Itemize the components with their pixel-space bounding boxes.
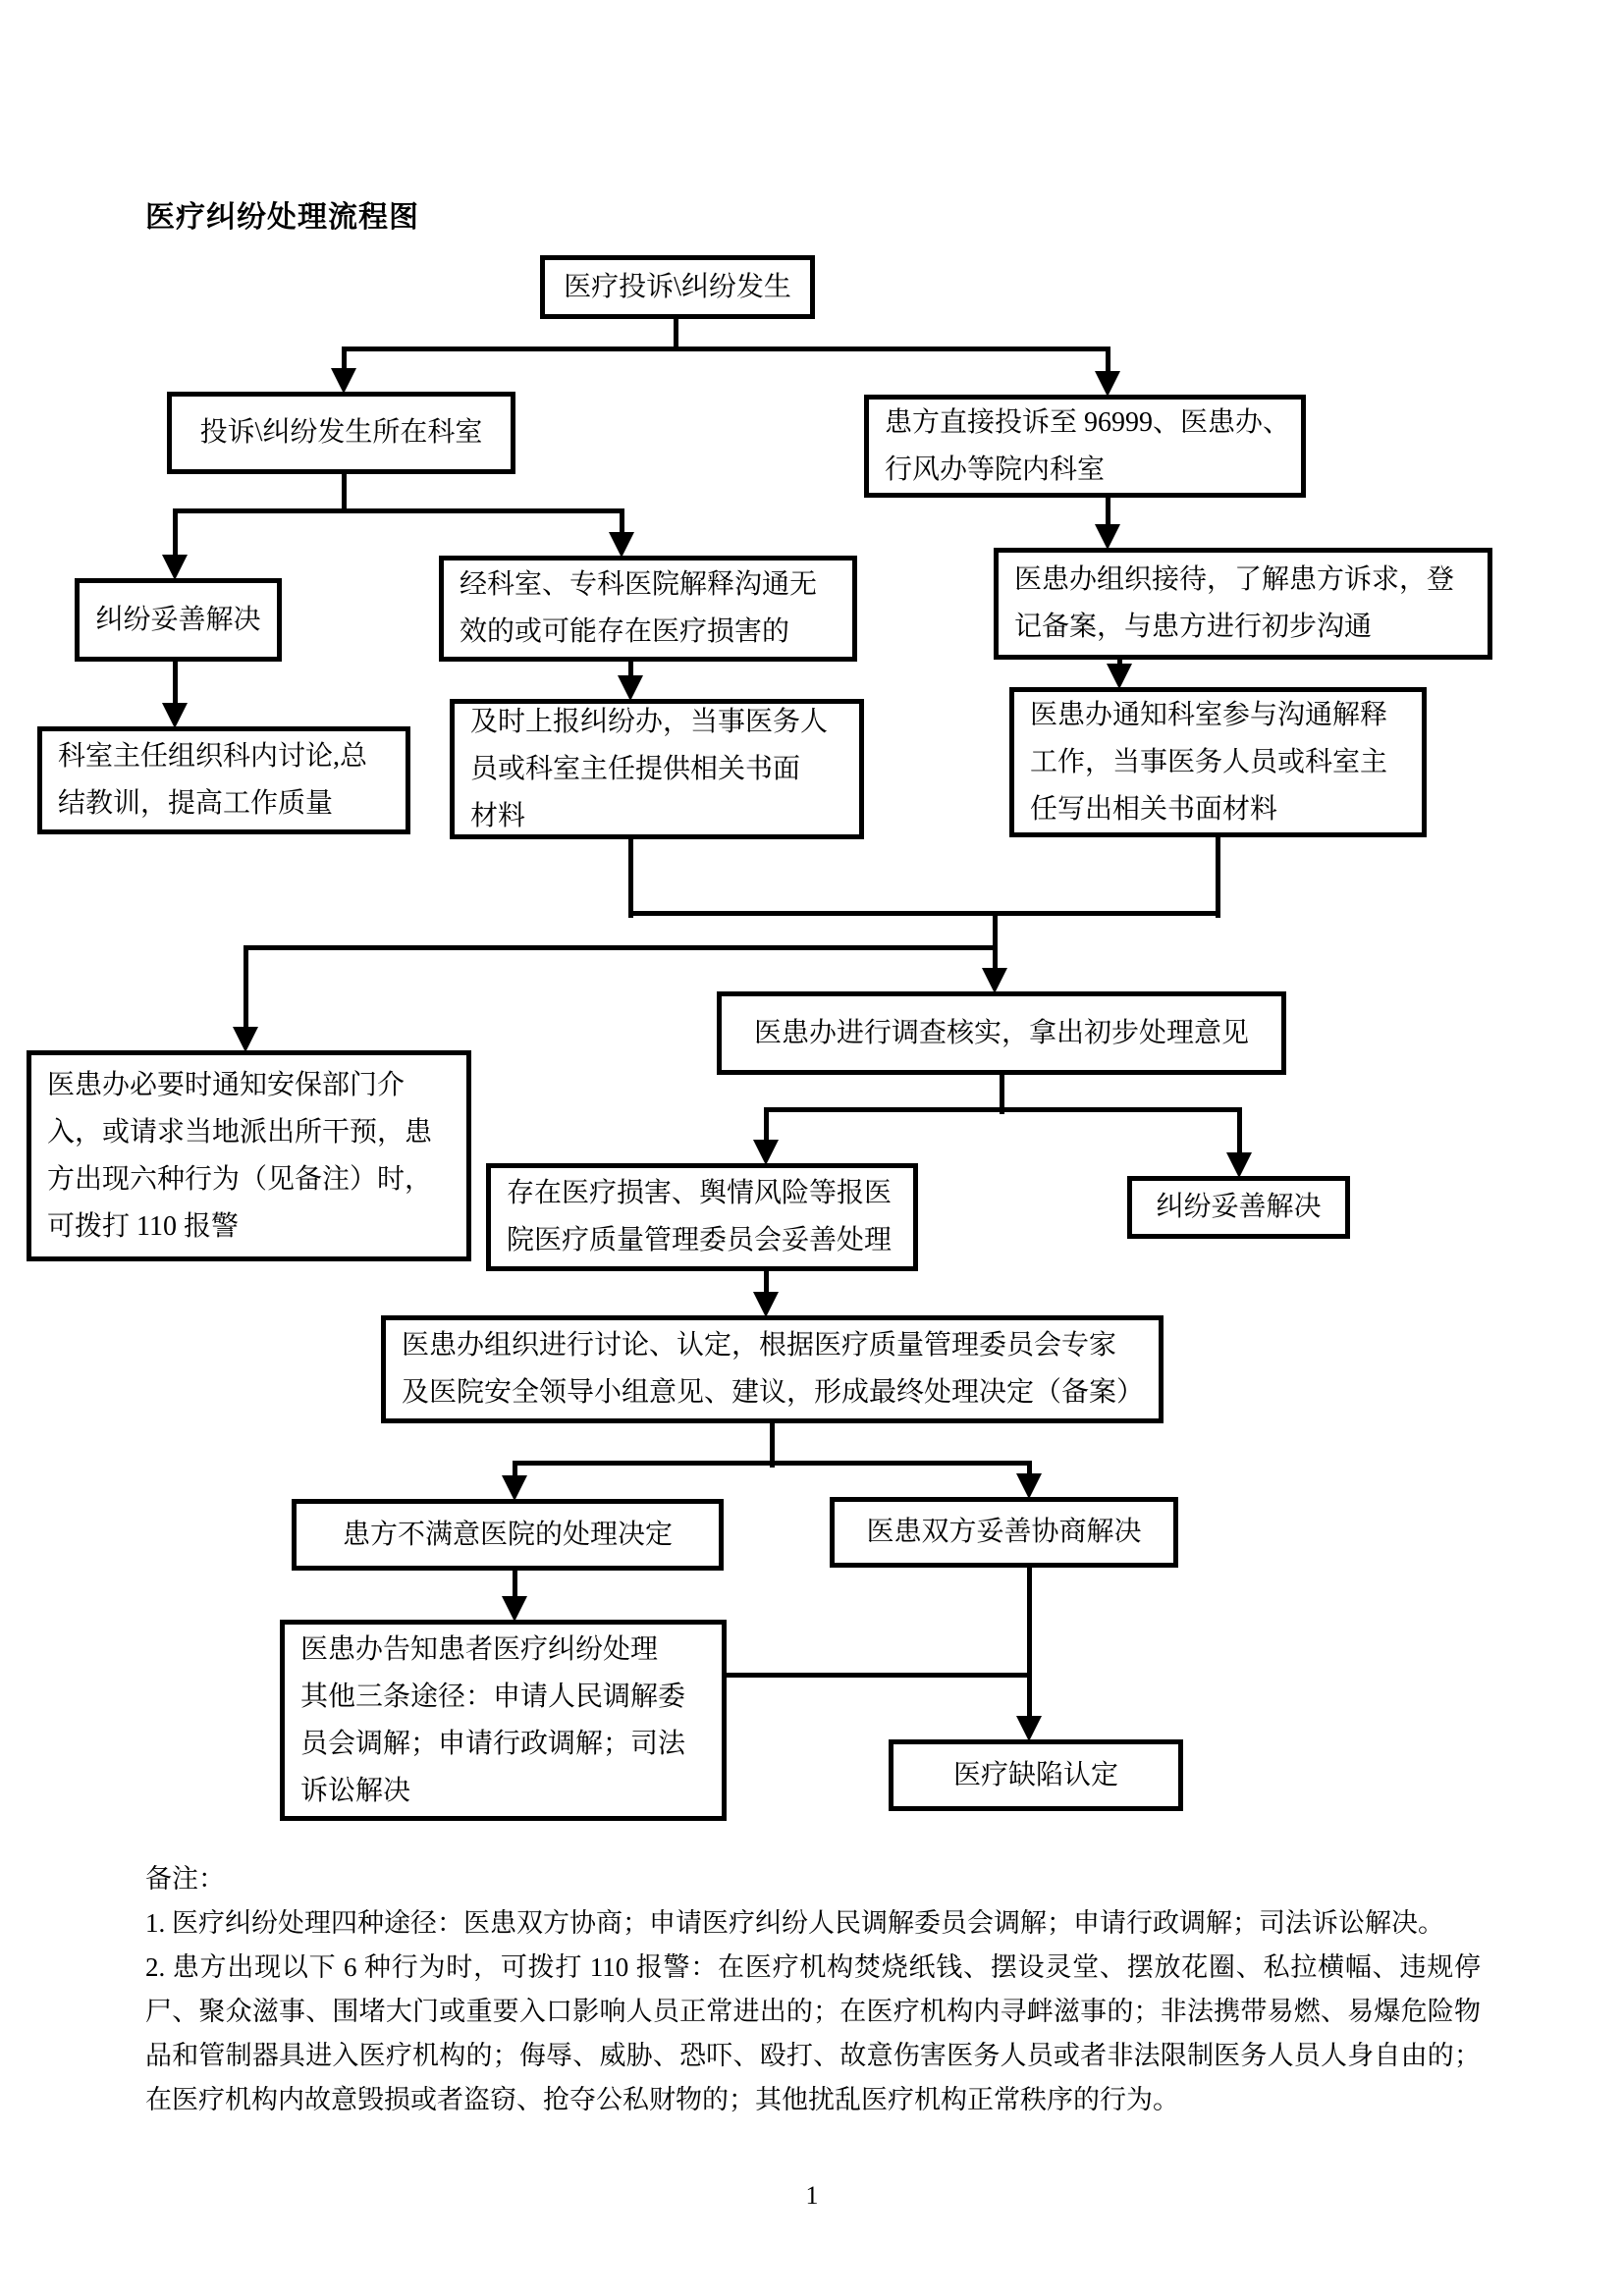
arrow-down-icon <box>1226 1152 1252 1178</box>
node-text-line: 经科室、专科医院解释沟通无 <box>460 569 818 600</box>
node-text-line: 存在医疗损害、舆情风险等报医 <box>507 1178 893 1208</box>
page-number: 1 <box>805 2181 819 2210</box>
node-text-line: 入，或请求当地派出所干预，患 <box>47 1116 433 1148</box>
arrow-down-icon <box>1016 1716 1042 1741</box>
arrow-down-icon <box>233 1027 258 1052</box>
connector-line <box>1216 837 1220 918</box>
flow-node-security <box>27 1050 471 1261</box>
flow-node-notify-dept <box>1009 687 1427 837</box>
node-text-line: 工作，当事医务人员或科室主 <box>1030 746 1388 777</box>
arrow-down-icon <box>331 368 356 394</box>
flow-node-resolved-early <box>75 578 282 662</box>
arrow-down-icon <box>1095 371 1120 397</box>
footnote-item-1: 1. 医疗纠纷处理四种途径：医患双方协商；申请医疗纠纷人民调解委员会调解；申请行政调解；司法诉讼解决。 <box>145 1908 1444 1938</box>
arrow-down-icon <box>1016 1473 1042 1499</box>
node-text-line: 行风办等院内科室 <box>885 454 1106 485</box>
footnote-label: 备注： <box>145 1864 225 1894</box>
flow-node-source-dept <box>167 392 515 474</box>
node-text-line: 诉讼解决 <box>300 1775 411 1806</box>
flow-node-investigation <box>717 991 1286 1075</box>
connector-line <box>513 1461 1032 1466</box>
arrow-down-icon <box>162 703 188 728</box>
node-text-line: 科室主任组织科内讨论,总 <box>58 741 368 772</box>
node-text-line: 员或科室主任提供相关书面 <box>470 753 801 784</box>
node-text-line: 医患办告知患者医疗纠纷处理 <box>300 1633 659 1665</box>
node-text-line: 员会调解；申请行政调解；司法 <box>300 1728 686 1759</box>
arrow-down-icon <box>982 968 1007 993</box>
node-text-line: 其他三条途径：申请人民调解委 <box>300 1681 686 1712</box>
node-text-line: 患方不满意医院的处理决定 <box>342 1519 673 1550</box>
node-text-line: 医患双方妥善协商解决 <box>866 1517 1142 1547</box>
arrow-down-icon <box>502 1596 527 1622</box>
connector-line <box>1027 1568 1032 1722</box>
connector-line <box>173 508 624 513</box>
node-text-line: 医患办通知科室参与沟通解释 <box>1030 699 1388 730</box>
node-text-line: 医疗缺陷认定 <box>952 1759 1118 1790</box>
flow-node-direct-complaint <box>864 395 1306 498</box>
connector-line <box>1237 1107 1242 1158</box>
flow-node-defect-determination <box>889 1739 1183 1811</box>
node-text-line: 方出现六种行为（见备注）时， <box>47 1163 433 1195</box>
footnote-item-2: 2. 患方出现以下 6 种行为时，可拨打 110 报警：在医疗机构焚烧纸钱、摆设灵堂、摆放花圈、私拉横幅、违规停尸、聚众滋事、围堵大门或重要入口影响人员正常进出的；在医疗机构内寻衅滋事的；非法携带易燃、易爆危险物品和管制器具进入医疗机构的；侮辱、威胁、恐吓、殴打、故意伤害医务人员或者非法限制医务人员人身自由的；在医疗机构内故意毁损或者盗窃、抢夺公私财物的；其他扰乱医疗机构正常秩序的行为。 <box>145 1952 1481 2114</box>
flow-node-report-materials <box>450 699 864 839</box>
connector-line <box>244 945 998 950</box>
flow-node-resolved-late <box>1127 1176 1350 1239</box>
node-text-line: 可拨打 110 报警 <box>47 1210 239 1242</box>
node-text-line: 患方直接投诉至 96999、医患办、 <box>885 406 1291 438</box>
flow-node-three-channels <box>280 1620 727 1821</box>
arrow-down-icon <box>502 1475 527 1501</box>
connector-line <box>244 945 248 1033</box>
node-text-line: 结教训，提高工作质量 <box>58 788 334 819</box>
node-text-line: 效的或可能存在医疗损害的 <box>460 616 790 647</box>
arrow-down-icon <box>753 1292 779 1317</box>
arrow-down-icon <box>618 675 643 701</box>
flow-node-unresolved-or-harm <box>439 556 857 662</box>
connector-line <box>764 1107 1242 1112</box>
node-text-line: 医患办组织接待，了解患方诉求，登 <box>1014 564 1455 595</box>
node-text-line: 及时上报纠纷办，当事医务人 <box>470 706 829 737</box>
connector-line <box>628 911 1220 916</box>
node-text-line: 医患办组织进行讨论、认定，根据医疗质量管理委员会专家 <box>402 1330 1117 1361</box>
node-text-line: 材料 <box>470 800 526 831</box>
node-text-line: 及医院安全领导小组意见、建议，形成最终处理决定（备案） <box>402 1377 1145 1408</box>
node-text-line: 记备案，与患方进行初步沟通 <box>1014 612 1373 642</box>
node-text-line: 医疗投诉\纠纷发生 <box>564 271 791 302</box>
arrow-down-icon <box>1095 524 1120 550</box>
arrow-down-icon <box>162 555 188 580</box>
connector-line <box>342 474 347 513</box>
arrow-down-icon <box>753 1140 779 1165</box>
connector-line <box>173 662 178 709</box>
node-text-line: 医患办进行调查核实，拿出初步处理意见 <box>753 1017 1249 1048</box>
arrow-down-icon <box>609 532 634 558</box>
flow-node-quality-committee <box>486 1163 918 1271</box>
node-text-line: 医患办必要时通知安保部门介 <box>47 1069 406 1100</box>
node-text-line: 纠纷妥善解决 <box>95 604 261 635</box>
flow-node-dept-review <box>37 726 410 834</box>
footnotes <box>145 1857 1481 2122</box>
node-text-line: 投诉\纠纷发生所在科室 <box>199 417 483 448</box>
node-text-line: 纠纷妥善解决 <box>1156 1192 1322 1222</box>
connector-line <box>173 508 178 561</box>
flow-node-reception <box>994 548 1492 660</box>
flow-node-final-decision <box>381 1315 1164 1423</box>
connector-line <box>342 347 1110 351</box>
connector-line <box>727 1673 1032 1678</box>
flow-node-negotiated <box>830 1497 1178 1568</box>
node-text-line: 任写出相关书面材料 <box>1030 793 1278 825</box>
connector-line <box>628 839 633 918</box>
flow-node-unsatisfied <box>292 1499 724 1571</box>
flow-node-start <box>540 255 815 319</box>
arrow-down-icon <box>1107 664 1132 689</box>
node-text-line: 院医疗质量管理委员会妥善处理 <box>507 1225 893 1255</box>
page-title: 医疗纠纷处理流程图 <box>145 201 419 234</box>
